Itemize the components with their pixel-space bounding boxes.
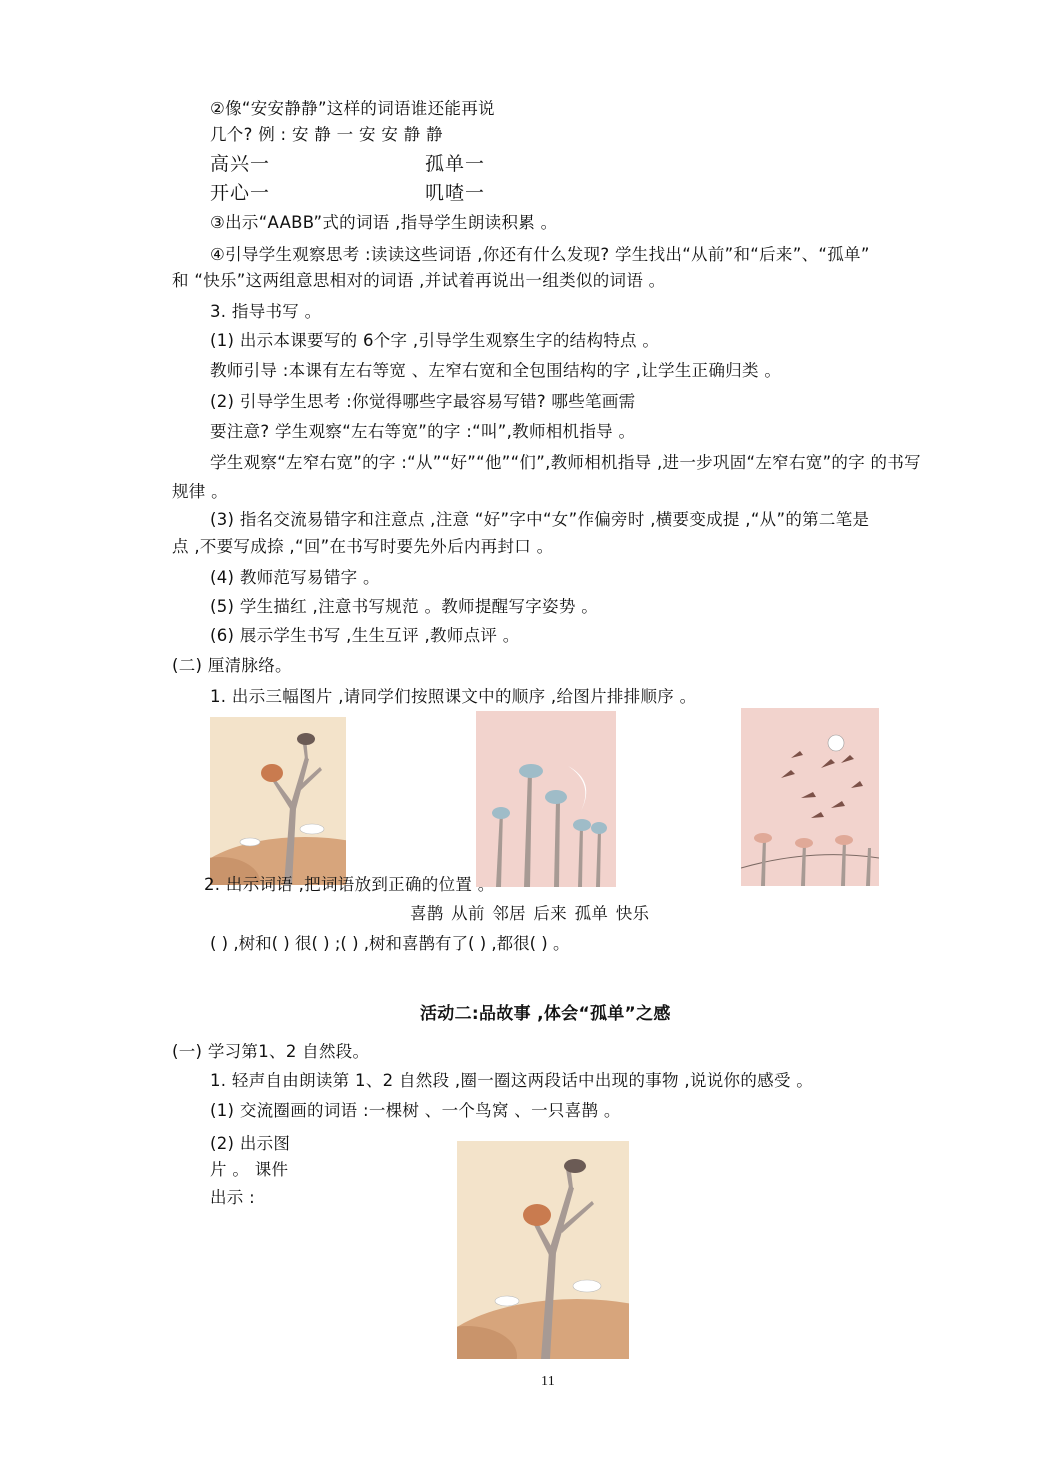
tree-one-nest-image bbox=[210, 717, 346, 885]
trees-many-nests-image bbox=[476, 711, 616, 887]
text-line-13: (3) 指名交流易错字和注意点 ,注意 “好”字中“女”作偏旁时 ,横要变成提 ,“从”的第二笔是 bbox=[210, 510, 870, 529]
activity-heading: 活动二:品故事 ,体会“孤单”之感 bbox=[420, 1004, 671, 1024]
word-kaixin: 开心一 bbox=[210, 182, 271, 204]
text-line-17: (6) 展示学生书写 ,生生互评 ,教师点评 。 bbox=[210, 626, 520, 645]
text-line-28: 出示 : bbox=[210, 1188, 256, 1207]
text-line-9: (2) 引导学生思考 :你觉得哪些字最容易写错? 哪些笔画需 bbox=[210, 392, 636, 411]
text-line-10: 要注意? 学生观察“左右等宽”的字 :“叫”,教师相机指导 。 bbox=[210, 422, 636, 441]
text-line-6: 3. 指导书写 。 bbox=[210, 302, 322, 321]
text-line-8: 教师引导 :本课有左右等宽 、左窄右宽和全包围结构的字 ,让学生正确归类 。 bbox=[210, 361, 782, 380]
text-line-15: (4) 教师范写易错字 。 bbox=[210, 568, 380, 587]
text-line-14: 点 ,不要写成捺 ,“回”在书写时要先外后内再封口 。 bbox=[172, 537, 554, 556]
text-line-1: ②像“安安静静”这样的词语谁还能再说 bbox=[210, 99, 495, 118]
text-line-7: (1) 出示本课要写的 6个字 ,引导学生观察生字的结构特点 。 bbox=[210, 331, 660, 350]
text-line-16: (5) 学生描红 ,注意书写规范 。教师提醒写字姿势 。 bbox=[210, 597, 598, 616]
text-line-19: 1. 出示三幅图片 ,请同学们按照课文中的顺序 ,给图片排排顺序 。 bbox=[210, 687, 697, 706]
magpies-flying-image bbox=[741, 708, 879, 886]
section-heading-1: (一) 学习第1、2 自然段。 bbox=[172, 1042, 370, 1061]
text-line-24: 1. 轻声自由朗读第 1、2 自然段 ,圈一圈这两段话中出现的事物 ,说说你的感受 。 bbox=[210, 1071, 814, 1090]
text-line-27: 片 。 课件 bbox=[210, 1160, 289, 1179]
word-jizha: 叽喳一 bbox=[425, 182, 486, 204]
text-line-26: (2) 出示图 bbox=[210, 1134, 291, 1153]
text-line-2: 几个? 例 : 安 静 一 安 安 静 静 bbox=[210, 125, 443, 144]
page-number: 11 bbox=[541, 1374, 556, 1389]
text-line-20: 2. 出示词语 ,把词语放到正确的位置 。 bbox=[204, 875, 495, 894]
tree-one-nest-large-image bbox=[457, 1141, 629, 1359]
text-line-3: ③出示“AABB”式的词语 ,指导学生朗读积累 。 bbox=[210, 213, 558, 232]
section-heading-2: (二) 厘清脉络。 bbox=[172, 656, 292, 675]
word-gaoxing: 高兴一 bbox=[210, 153, 271, 175]
word-gudan: 孤单一 bbox=[425, 153, 486, 175]
text-line-4: ④引导学生观察思考 :读读这些词语 ,你还有什么发现? 学生找出“从前”和“后来”、“孤单” bbox=[210, 245, 870, 264]
text-line-5: 和 “快乐”这两组意思相对的词语 ,并试着再说出一组类似的词语 。 bbox=[172, 271, 666, 290]
word-bank: 喜鹊 从前 邻居 后来 孤单 快乐 bbox=[410, 904, 650, 923]
text-line-11: 学生观察“左窄右宽”的字 :“从”“好”“他”“们”,教师相机指导 ,进一步巩固“左窄右宽”的字 的书写 bbox=[210, 453, 921, 472]
text-line-25: (1) 交流圈画的词语 :一棵树 、一个鸟窝 、一只喜鹊 。 bbox=[210, 1101, 621, 1120]
fill-in-blank-sentence: ( ) ,树和( ) 很( ) ;( ) ,树和喜鹊有了( ) ,都很( ) 。 bbox=[210, 934, 570, 953]
text-line-12: 规律 。 bbox=[172, 482, 228, 501]
